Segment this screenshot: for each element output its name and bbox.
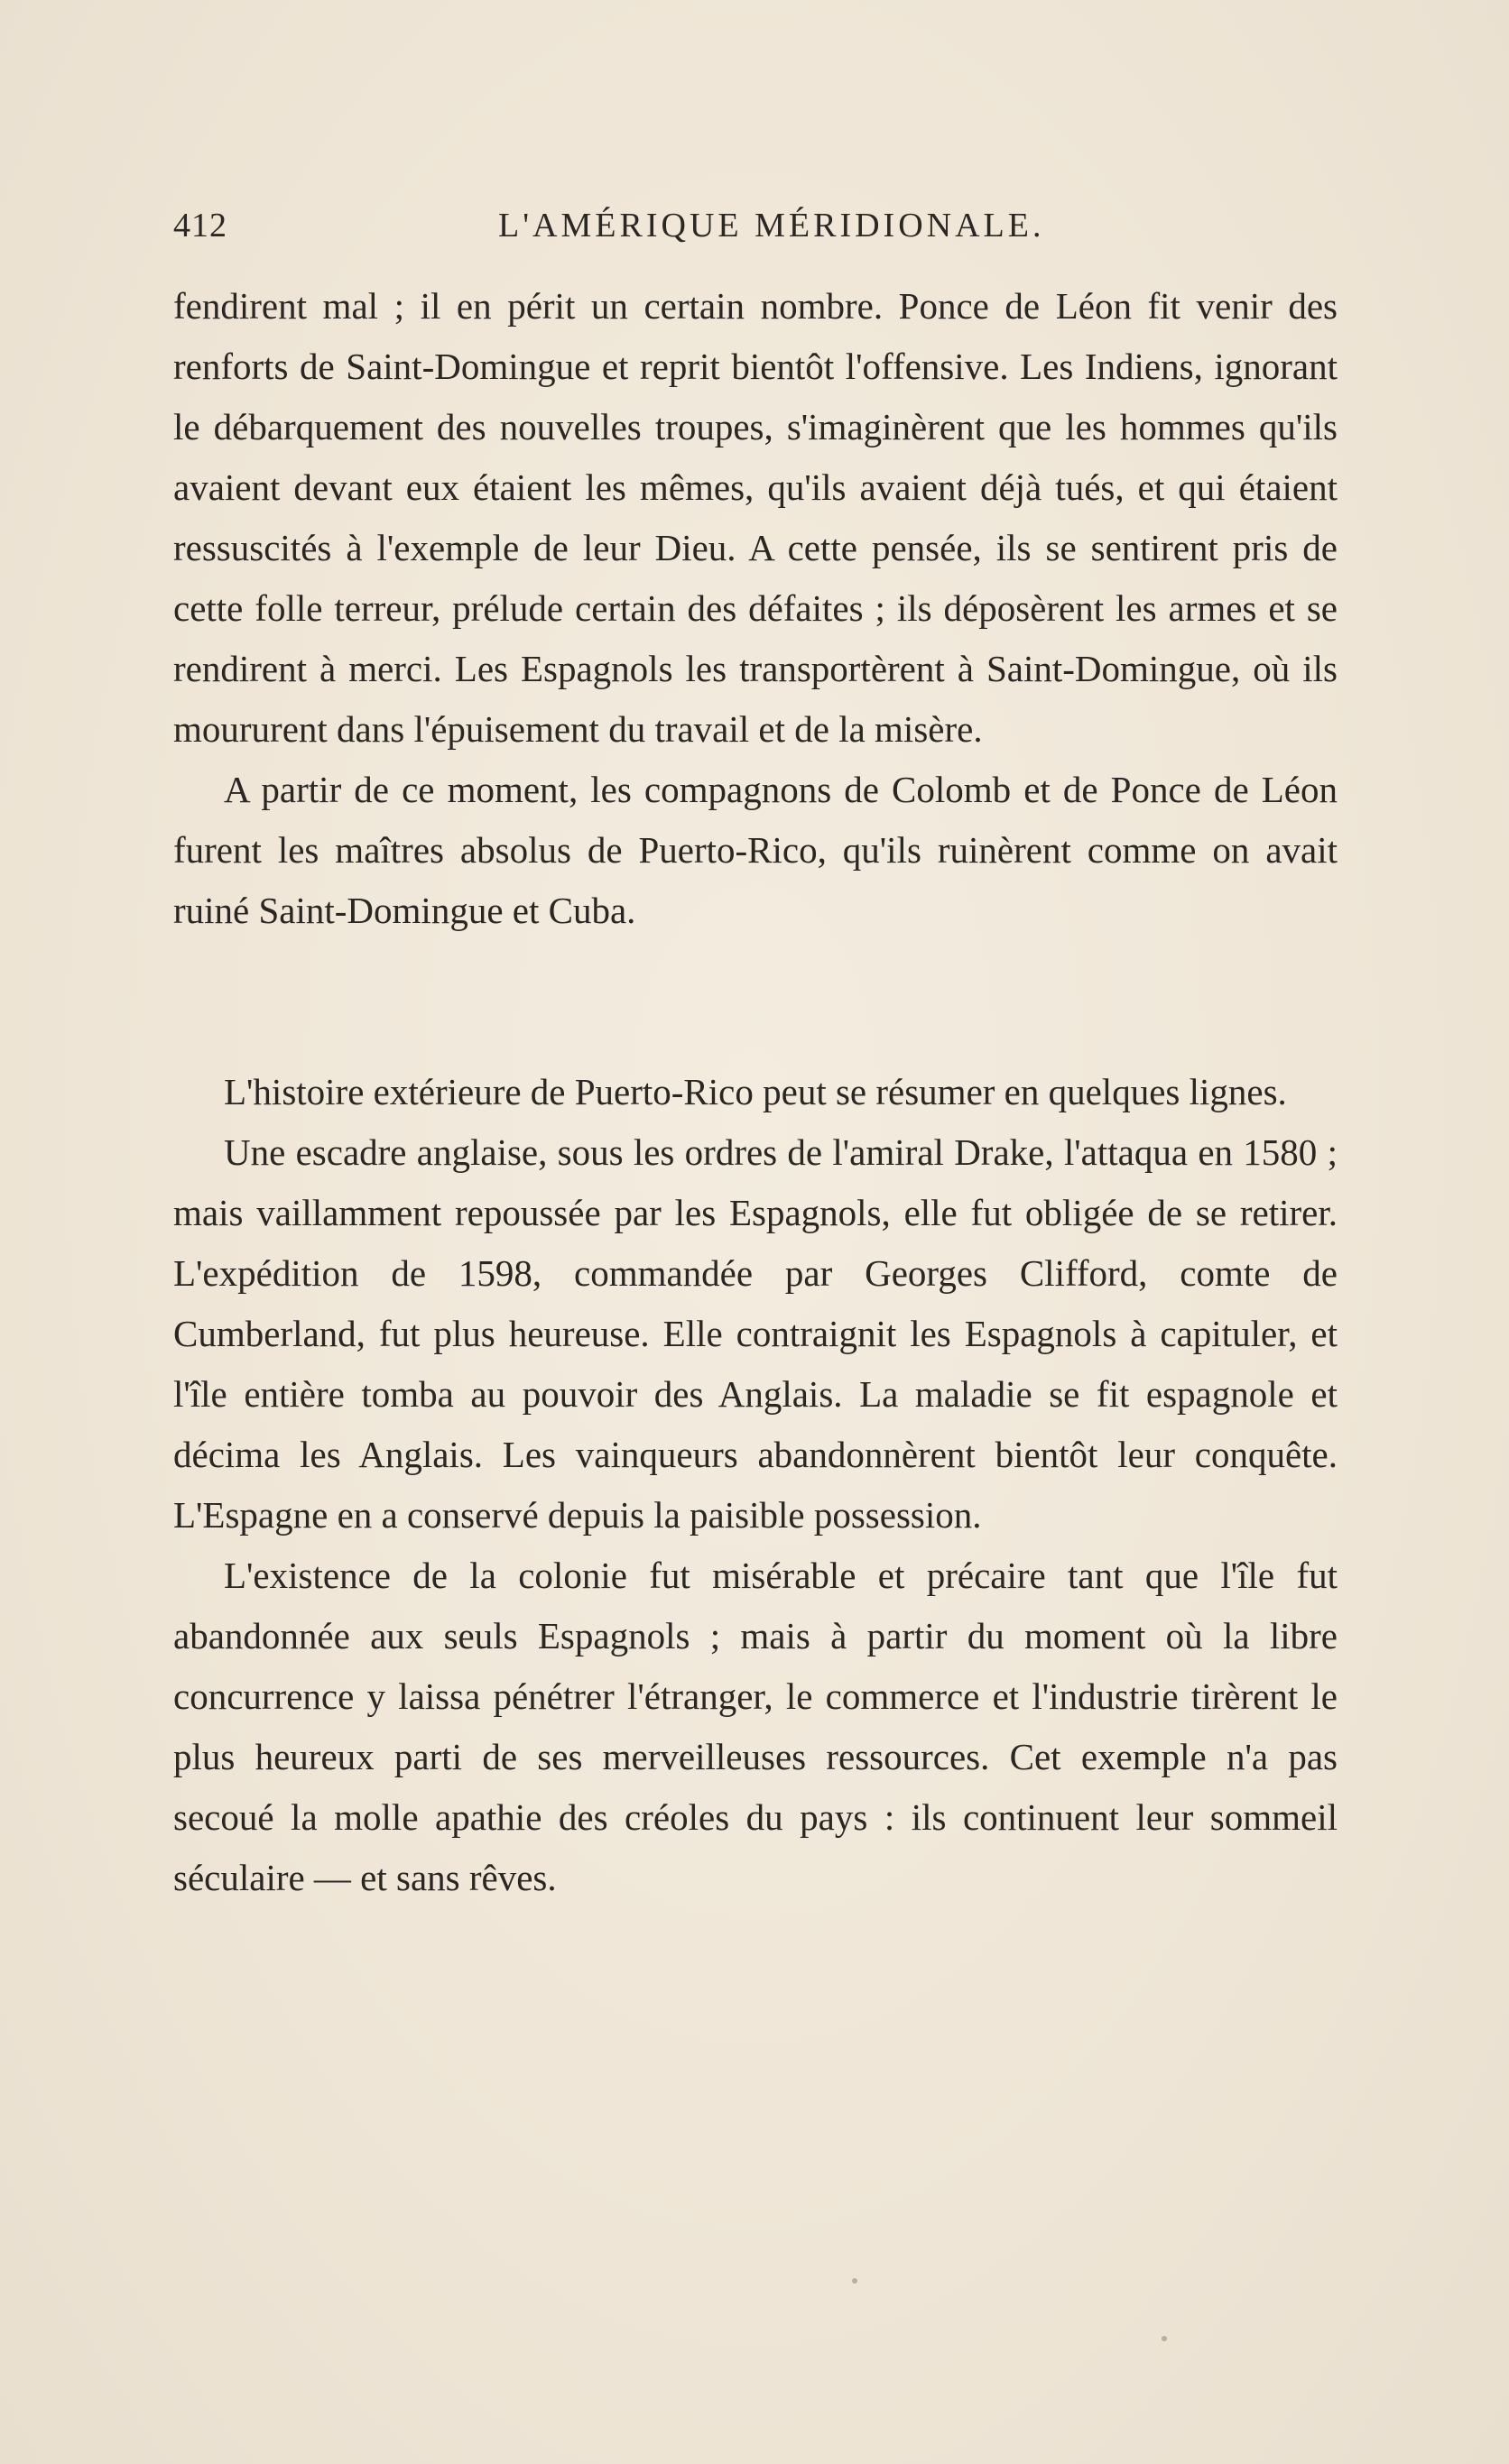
body-text <box>173 276 1338 1908</box>
paragraph-external-history: L'histoire extérieure de Puerto-Rico peut se résumer en quelques lignes. <box>224 1071 1287 1112</box>
running-title: L'AMÉRIQUE MÉRIDIONALE. <box>498 207 1045 245</box>
paragraph-continuation: fendirent mal ; il en périt un certain nombre. Ponce de Léon fit venir des renforts de Saint-Domingue et reprit bientôt l'offensive. Les Indiens, ignorant le débarquement des nouvelles troupes, s'imaginèrent que les hommes qu'ils avaient devant eux étaient les mêmes, qu'ils avaient déjà tués, et qui étaient ressuscités à l'exemple de leur Dieu. A cette pensée, ils se sentirent pris de cette folle terreur, prélude certain des défaites ; ils déposèrent les armes et se rendirent à merci. Les Espagnols les transportèrent à Saint-Domingue, où ils moururent dans l'épuisement du travail et de la misère. <box>173 285 1338 750</box>
paragraph-colony-existence: L'existence de la colonie fut misérable et précaire tant que l'île fut abandonnée aux seuls Espagnols ; mais à partir du moment où la libre concurrence y laissa pénétrer l'étranger, le commerce et l'industrie tirèrent le plus heureux parti de ses merveilleuses ressources. Cet exemple n'a pas secoué la molle apathie des créoles du pays : ils continuent leur sommeil séculaire — et sans rêves. <box>173 1555 1338 1898</box>
paper-speck <box>852 2278 857 2284</box>
page-number: 412 <box>173 207 227 245</box>
paper-speck <box>1162 2336 1167 2341</box>
section-gap <box>173 941 1338 1062</box>
running-head <box>173 206 1338 251</box>
paragraph-colonial-ruin: A partir de ce moment, les compagnons de Colomb et de Ponce de Léon furent les maîtres absolus de Puerto-Rico, qu'ils ruinèrent comme on avait ruiné Saint-Domingue et Cuba. <box>173 769 1338 931</box>
paragraph-english-attacks: Une escadre anglaise, sous les ordres de l'amiral Drake, l'attaqua en 1580 ; mais vaillamment repoussée par les Espagnols, elle fut obligée de se retirer. L'expédition de 1598, commandée par Georges Clifford, comte de Cumberland, fut plus heureuse. Elle contraignit les Espagnols à capituler, et l'île entière tomba au pouvoir des Anglais. La maladie se fit espagnole et décima les Anglais. Les vainqueurs abandonnèrent bientôt leur conquête. L'Espagne en a conservé depuis la paisible possession. <box>173 1131 1338 1536</box>
